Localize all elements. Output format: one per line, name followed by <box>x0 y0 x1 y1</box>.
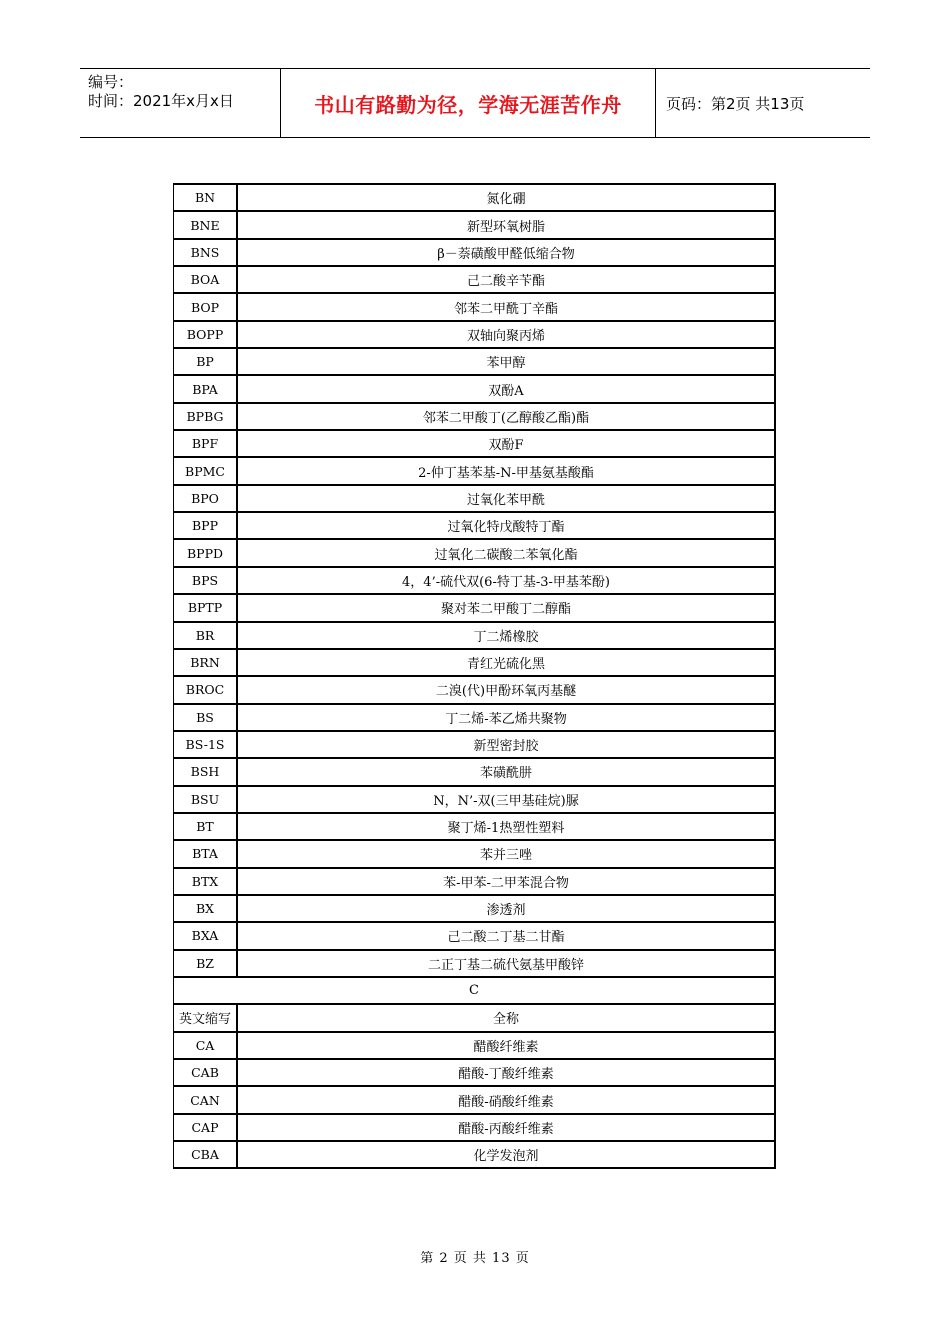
full-name-cell: 醋酸纤维素 <box>473 1039 539 1055</box>
full-name-cell: 新型密封胶 <box>473 739 539 755</box>
full-name-cell: 丁二烯橡胶 <box>473 629 539 645</box>
abbr-cell: BS <box>174 705 238 730</box>
section-letter: C <box>469 983 479 999</box>
full-name-cell: 青红光硫化黑 <box>466 657 545 673</box>
abbr-cell: BS-1S <box>174 732 238 757</box>
abbr-cell: BR <box>174 623 238 648</box>
table-row <box>174 677 774 704</box>
table-row <box>174 212 774 239</box>
table-row <box>174 1060 774 1087</box>
serial-label: 编号： <box>88 73 134 91</box>
abbr-cell: BSH <box>174 759 238 784</box>
full-name-cell: 新型环氧树脂 <box>466 219 545 235</box>
page-header <box>80 68 870 138</box>
table-row <box>174 376 774 403</box>
full-name-cell: 己二酸二丁基二甘酯 <box>447 930 565 946</box>
table-row <box>174 294 774 321</box>
full-name-cell: 4，4’-硫代双(6-特丁基-3-甲基苯酚) <box>402 574 610 590</box>
full-name-cell: 醋酸-丙酸纤维素 <box>458 1121 554 1137</box>
abbreviation-table <box>173 183 776 1169</box>
full-name-cell: 2-仲丁基苯基-N-甲基氨基酸酯 <box>418 465 594 481</box>
abbr-cell: CBA <box>174 1142 238 1167</box>
full-name-cell: 苯-甲苯-二甲苯混合物 <box>443 875 569 891</box>
table-row <box>174 923 774 950</box>
abbr-cell: BOP <box>174 294 238 319</box>
date-label: 时间：2021年x月x日 <box>88 92 234 110</box>
column-header-full: 全称 <box>492 1012 519 1028</box>
table-row <box>174 732 774 759</box>
abbr-cell: BT <box>174 814 238 839</box>
table-row <box>174 540 774 567</box>
abbr-cell: BSU <box>174 787 238 812</box>
table-row <box>174 951 774 978</box>
table-row <box>174 595 774 622</box>
table-row <box>174 787 774 814</box>
header-motto: 书山有路勤为径，学海无涯苦作舟 <box>280 69 656 137</box>
abbr-cell: BPA <box>174 376 238 401</box>
abbr-cell: BNS <box>174 240 238 265</box>
table-row <box>174 841 774 868</box>
table-row <box>174 404 774 431</box>
full-name-cell: 邻苯二甲酸丁(乙醇酸乙酯)酯 <box>422 410 590 426</box>
full-name-cell: N，N’-双(三甲基硅烷)脲 <box>433 793 579 809</box>
full-name-cell: 双轴向聚丙烯 <box>466 328 545 344</box>
full-name-cell: 醋酸-硝酸纤维素 <box>458 1094 554 1110</box>
table-row <box>174 759 774 786</box>
table-row <box>174 458 774 485</box>
table-row <box>174 1115 774 1142</box>
full-name-cell: 渗透剂 <box>486 903 526 919</box>
full-name-cell: 化学发泡剂 <box>473 1149 539 1165</box>
full-name-cell: 丁二烯-苯乙烯共聚物 <box>445 711 567 727</box>
abbr-cell: BP <box>174 349 238 374</box>
full-name-cell: 邻苯二甲酰丁辛酯 <box>453 301 558 317</box>
abbr-cell: BROC <box>174 677 238 702</box>
table-row <box>174 185 774 212</box>
full-name-cell: 双酚A <box>488 383 524 399</box>
full-name-cell: 醋酸-丁酸纤维素 <box>458 1067 554 1083</box>
table-row <box>174 869 774 896</box>
header-meta <box>80 69 280 137</box>
abbr-cell: BX <box>174 896 238 921</box>
abbr-cell: CAB <box>174 1060 238 1085</box>
page-footer: 第 2 页 共 13 页 <box>420 1251 530 1266</box>
table-row <box>174 1033 774 1060</box>
full-name-cell: 双酚F <box>488 438 524 454</box>
abbr-cell: BPS <box>174 568 238 593</box>
abbr-cell: BPBG <box>174 404 238 429</box>
abbr-cell: BRN <box>174 650 238 675</box>
table-row <box>174 1142 774 1169</box>
abbr-cell: BPF <box>174 431 238 456</box>
table-row <box>174 322 774 349</box>
full-name-cell: 过氧化苯甲酰 <box>466 492 545 508</box>
table-row <box>174 896 774 923</box>
table-row <box>174 486 774 513</box>
abbr-cell: BN <box>174 185 238 210</box>
abbr-cell: CAN <box>174 1087 238 1112</box>
full-name-cell: 己二酸辛苄酯 <box>466 274 545 290</box>
full-name-cell: 过氧化特戊酸特丁酯 <box>447 520 565 536</box>
abbr-cell: BOPP <box>174 322 238 347</box>
full-name-cell: 苯磺酰肼 <box>479 766 532 782</box>
abbr-cell: CAP <box>174 1115 238 1140</box>
header-page-info: 页码：第2页 共13页 <box>666 94 805 113</box>
table-row <box>174 349 774 376</box>
abbr-cell: BTX <box>174 869 238 894</box>
abbr-cell: BXA <box>174 923 238 948</box>
full-name-cell: 过氧化二碳酸二苯氧化酯 <box>434 547 578 563</box>
table-row <box>174 650 774 677</box>
table-row <box>174 568 774 595</box>
full-name-cell: 氮化硼 <box>486 192 526 208</box>
full-name-cell: β－萘磺酸甲醛低缩合物 <box>437 246 575 262</box>
abbr-cell: BPO <box>174 486 238 511</box>
table-row <box>174 623 774 650</box>
full-name-cell: 二溴(代)甲酚环氧丙基醚 <box>435 684 577 700</box>
abbr-cell: BZ <box>174 951 238 976</box>
full-name-cell: 苯甲醇 <box>486 356 526 372</box>
full-name-cell: 苯并三唑 <box>479 848 532 864</box>
abbr-cell: CA <box>174 1033 238 1058</box>
full-name-cell: 聚丁烯-1热塑性塑料 <box>447 821 565 837</box>
table-row <box>174 431 774 458</box>
table-row <box>174 705 774 732</box>
abbr-cell: BPP <box>174 513 238 538</box>
abbr-cell: BPMC <box>174 458 238 483</box>
section-row <box>174 978 774 1005</box>
table-row <box>174 814 774 841</box>
column-header-abbr: 英文缩写 <box>174 1005 238 1030</box>
full-name-cell: 聚对苯二甲酸丁二醇酯 <box>440 602 571 618</box>
abbr-cell: BOA <box>174 267 238 292</box>
abbr-cell: BPPD <box>174 540 238 565</box>
column-header-row <box>174 1005 774 1032</box>
abbr-cell: BNE <box>174 212 238 237</box>
table-row <box>174 513 774 540</box>
table-row <box>174 267 774 294</box>
abbr-cell: BTA <box>174 841 238 866</box>
table-row <box>174 240 774 267</box>
full-name-cell: 二正丁基二硫代氨基甲酸锌 <box>427 957 584 973</box>
abbr-cell: BPTP <box>174 595 238 620</box>
table-row <box>174 1087 774 1114</box>
